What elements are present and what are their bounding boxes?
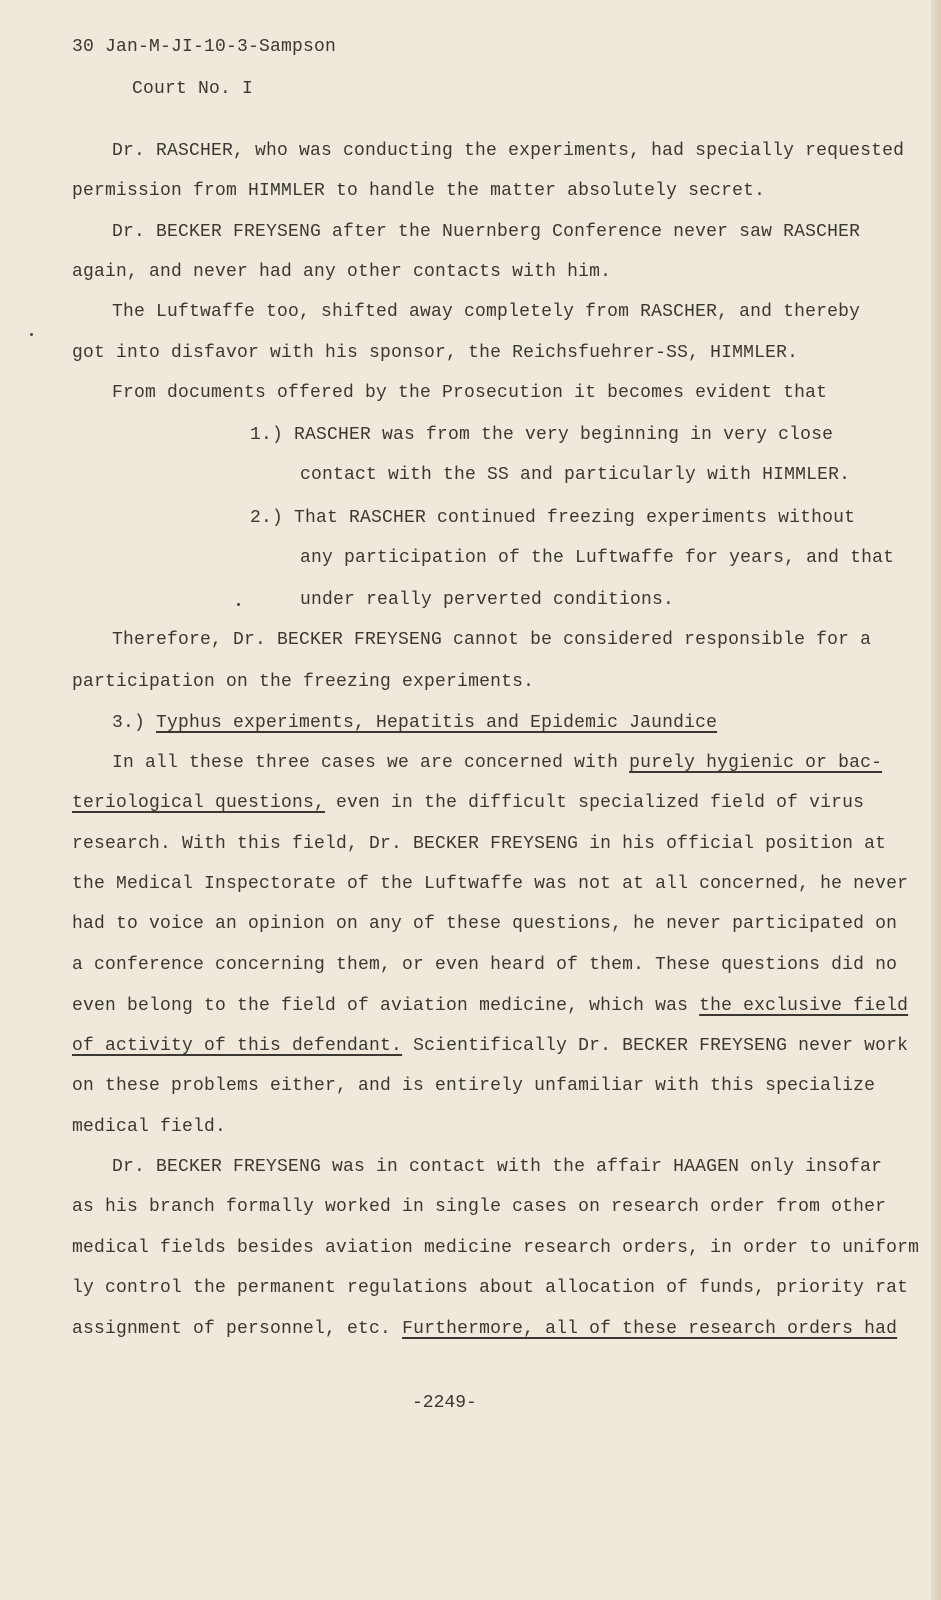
- line-text: under really perverted conditions.: [300, 590, 675, 610]
- line-text: contact with the SS and particularly with HIMMLER.: [300, 465, 851, 485]
- page-number: -2249-: [412, 1393, 477, 1413]
- underlined-text: Furthermore, all of these research orders had: [402, 1319, 898, 1339]
- line-text: even in the difficult specialized field of virus: [325, 793, 865, 813]
- underlined-text: of activity of this defendant.: [72, 1036, 403, 1056]
- text-line: [112, 1157, 882, 1177]
- line-text: even belong to the field of aviation medicine, which was: [72, 996, 700, 1016]
- line-text: 2.) That RASCHER continued freezing experiments without: [250, 508, 856, 528]
- text-line: [72, 834, 886, 854]
- text-line: [300, 548, 894, 568]
- paper-speck: [30, 333, 33, 336]
- line-text: The Luftwaffe too, shifted away completely from RASCHER, and thereby: [112, 302, 861, 322]
- text-line: [72, 1319, 897, 1339]
- line-text: again, and never had any other contacts with him.: [72, 262, 612, 282]
- paper-speck: [237, 603, 240, 606]
- text-line: [72, 1278, 908, 1298]
- line-text: ly control the permanent regulations about allocation of funds, priority rat: [72, 1278, 909, 1298]
- line-text: medical field.: [72, 1117, 227, 1137]
- text-line: [72, 874, 908, 894]
- line-text: as his branch formally worked in single cases on research order from other: [72, 1197, 887, 1217]
- court-label: Court No. I: [132, 79, 254, 99]
- text-line: [72, 914, 897, 934]
- text-line: [112, 713, 717, 733]
- text-line: [72, 996, 908, 1016]
- line-text: Dr. BECKER FREYSENG after the Nuernberg Conference never saw RASCHER: [112, 222, 861, 242]
- line-text: had to voice an opinion on any of these questions, he never participated on: [72, 914, 898, 934]
- text-line: [72, 1238, 919, 1258]
- text-line: [72, 1036, 908, 1056]
- document-reference: 30 Jan-M-JI-10-3-Sampson: [72, 37, 337, 57]
- line-text: Scientifically Dr. BECKER FREYSENG never work: [402, 1036, 909, 1056]
- text-line: [72, 1197, 886, 1217]
- text-line: [72, 343, 798, 363]
- text-line: [300, 590, 674, 610]
- text-line: [72, 793, 864, 813]
- line-text: 1.) RASCHER was from the very beginning in very close: [250, 425, 834, 445]
- line-text: any participation of the Luftwaffe for years, and that: [300, 548, 895, 568]
- line-text: medical fields besides aviation medicine research orders, in order to uniform: [72, 1238, 920, 1258]
- text-line: [72, 1076, 875, 1096]
- text-line: [300, 465, 850, 485]
- line-text: on these problems either, and is entirely unfamiliar with this specialize: [72, 1076, 876, 1096]
- text-line: [112, 222, 860, 242]
- line-text: 3.): [112, 713, 157, 733]
- text-line: [72, 672, 534, 692]
- underlined-text: teriological questions,: [72, 793, 326, 813]
- line-text: a conference concerning them, or even heard of them. These questions did no: [72, 955, 898, 975]
- underlined-text: the exclusive field: [699, 996, 909, 1016]
- text-line: [72, 181, 765, 201]
- line-text: From documents offered by the Prosecution it becomes evident that: [112, 383, 828, 403]
- line-text: Dr. RASCHER, who was conducting the experiments, had specially requested: [112, 141, 905, 161]
- text-line: [112, 141, 904, 161]
- text-line: [250, 508, 855, 528]
- text-line: [72, 262, 611, 282]
- line-text: got into disfavor with his sponsor, the Reichsfuehrer-SS, HIMMLER.: [72, 343, 799, 363]
- line-text: assignment of personnel, etc.: [72, 1319, 403, 1339]
- line-text: the Medical Inspectorate of the Luftwaffe was not at all concerned, he never: [72, 874, 909, 894]
- text-line: [112, 630, 871, 650]
- underlined-text: purely hygienic or bac-: [629, 753, 883, 773]
- text-line: [112, 302, 860, 322]
- text-line: [72, 1117, 226, 1137]
- line-text: permission from HIMMLER to handle the matter absolutely secret.: [72, 181, 766, 201]
- line-text: Dr. BECKER FREYSENG was in contact with the affair HAAGEN only insofar: [112, 1157, 883, 1177]
- text-line: [72, 955, 897, 975]
- text-line: [112, 753, 882, 773]
- text-line: [112, 383, 827, 403]
- line-text: Therefore, Dr. BECKER FREYSENG cannot be considered responsible for a: [112, 630, 872, 650]
- line-text: participation on the freezing experiments.: [72, 672, 535, 692]
- page-edge: [931, 0, 941, 1600]
- text-line: [250, 425, 833, 445]
- underlined-text: Typhus experiments, Hepatitis and Epidemic Jaundice: [156, 713, 718, 733]
- line-text: In all these three cases we are concerned with: [112, 753, 630, 773]
- line-text: research. With this field, Dr. BECKER FREYSENG in his official position at: [72, 834, 887, 854]
